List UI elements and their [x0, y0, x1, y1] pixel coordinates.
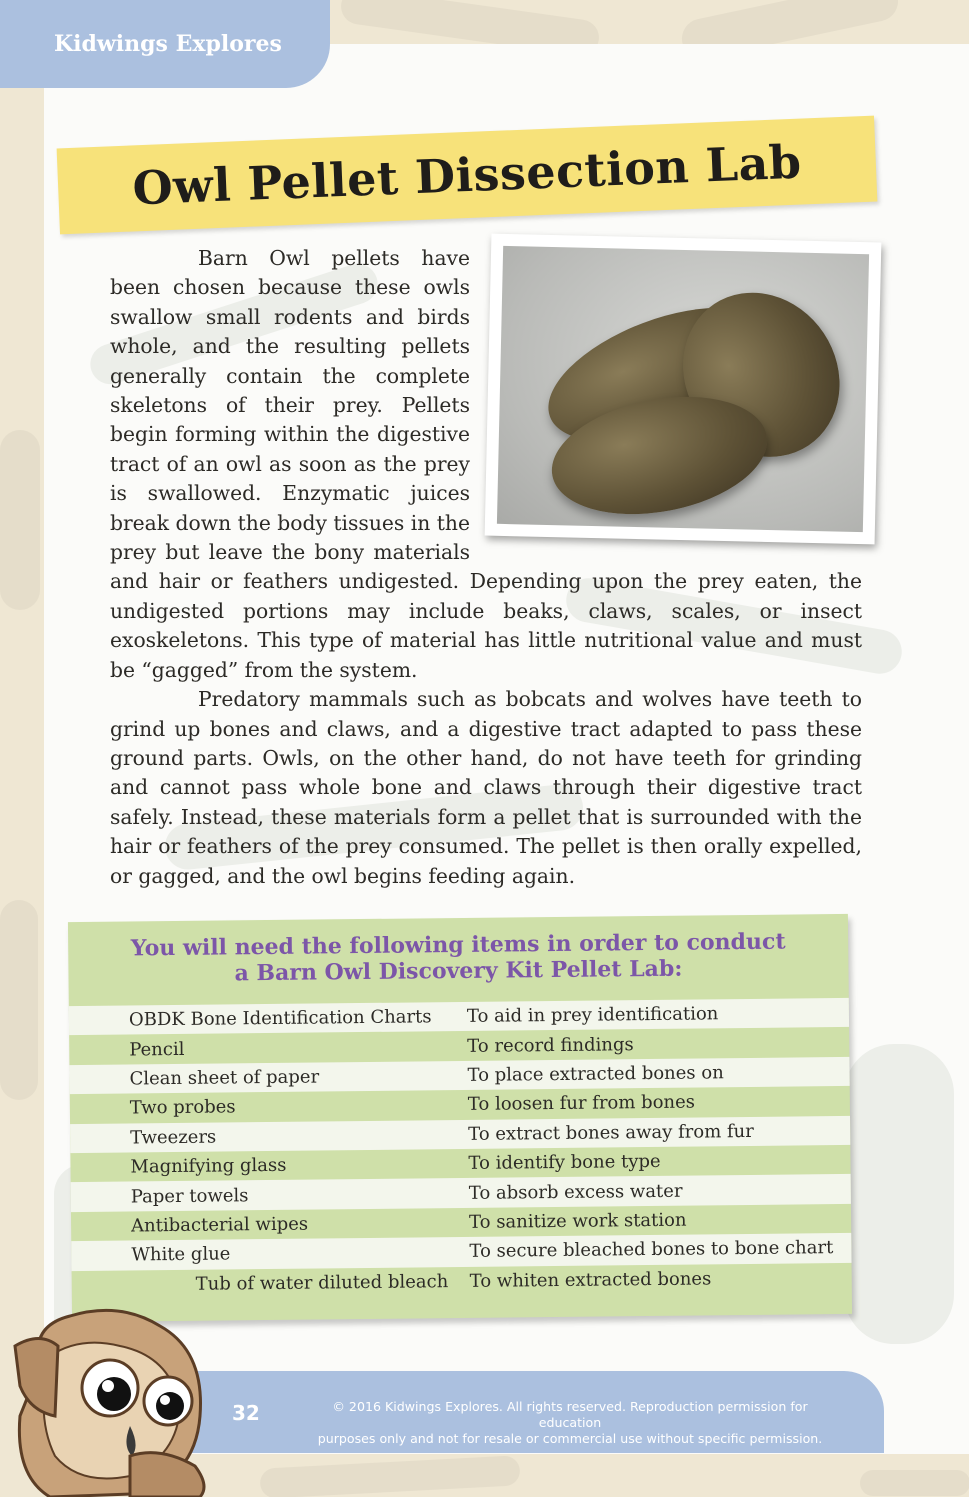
supply-item: Tub of water diluted bleach: [195, 1270, 449, 1295]
supply-item: Clean sheet of paper: [129, 1066, 320, 1090]
supply-purpose: To absorb excess water: [468, 1180, 683, 1204]
owl-mascot-icon: [10, 1306, 220, 1497]
supply-item: OBDK Bone Identification Charts: [128, 1006, 432, 1031]
background-bone-shape: [844, 1044, 954, 1344]
background-bone-shape: [259, 1455, 520, 1497]
supply-purpose: To aid in prey identification: [466, 1003, 719, 1028]
supply-item: Pencil: [129, 1038, 185, 1061]
copyright-line: © 2016 Kidwings Explores. All rights reserved. Reproduction permission for education: [332, 1399, 808, 1430]
supply-purpose: To secure bleached bones to bone chart: [469, 1237, 834, 1263]
supplies-table: [68, 914, 852, 1322]
brand-label: Kidwings Explores: [54, 31, 282, 57]
paragraph-predators: Predatory mammals such as bobcats and wolves have teeth to grind up bones and claws, and a digestive tract adapted to pass these ground parts. Owls, on the other hand, do not have teeth for grinding and cannot pass whole bone and claws through their digestive tract safely. Instead, these materials form a pellet that is surrounded with the hair or feathers of the prey consumed. The pellet is then orally expelled, or gagged, and the owl begins feeding again.: [110, 687, 862, 888]
supply-purpose: To extract bones away from fur: [468, 1120, 754, 1145]
supply-item: Paper towels: [130, 1184, 249, 1207]
supply-item: White glue: [131, 1243, 231, 1266]
body-text: [110, 244, 862, 891]
background-bone-shape: [0, 900, 38, 1100]
supply-purpose: To sanitize work station: [468, 1209, 687, 1233]
page-number: 32: [232, 1401, 260, 1425]
supplies-rows: [69, 998, 852, 1300]
supply-item: Magnifying glass: [130, 1154, 287, 1178]
page-title: Owl Pellet Dissection Lab: [131, 134, 803, 216]
supply-item: Antibacterial wipes: [131, 1213, 309, 1237]
supply-purpose: To loosen fur from bones: [467, 1091, 696, 1116]
supply-purpose: To place extracted bones on: [467, 1062, 724, 1086]
background-bone-shape: [0, 430, 40, 610]
header-tab: [0, 0, 330, 88]
supplies-heading-line: You will need the following items in order to conduct: [130, 928, 786, 962]
supply-purpose: To identify bone type: [468, 1151, 661, 1175]
photo-wrap-space: [470, 244, 862, 558]
paragraph-pellet-formation: Barn Owl pellets have been chosen because these owls swallow small rodents and birds whole, and the resulting pellets generally contain the complete skeletons of their prey. Pellets begin forming within the digestive tract of an owl as soon as the prey is swallowed. Enzymatic juices break down the body tissues in the prey but leave the bony materials and hair or feathers undigested. Depending upon the prey eaten, the undigested portions may include beaks, claws, scales, or insect exoskeletons. This type of material has little nutritional value and must be “gagged” from the system.: [110, 246, 862, 682]
supply-item: Two probes: [129, 1096, 236, 1119]
supply-purpose: To record findings: [467, 1033, 634, 1057]
supply-purpose: To whiten extracted bones: [469, 1268, 712, 1292]
copyright-notice: [300, 1399, 840, 1447]
supplies-heading: [68, 928, 849, 988]
supply-item: Tweezers: [130, 1126, 217, 1149]
supplies-heading-line: a Barn Owl Discovery Kit Pellet Lab:: [234, 955, 683, 987]
copyright-line: purposes only and not for resale or commercial use without specific permission.: [317, 1431, 823, 1446]
background-bone-shape: [860, 1470, 969, 1496]
